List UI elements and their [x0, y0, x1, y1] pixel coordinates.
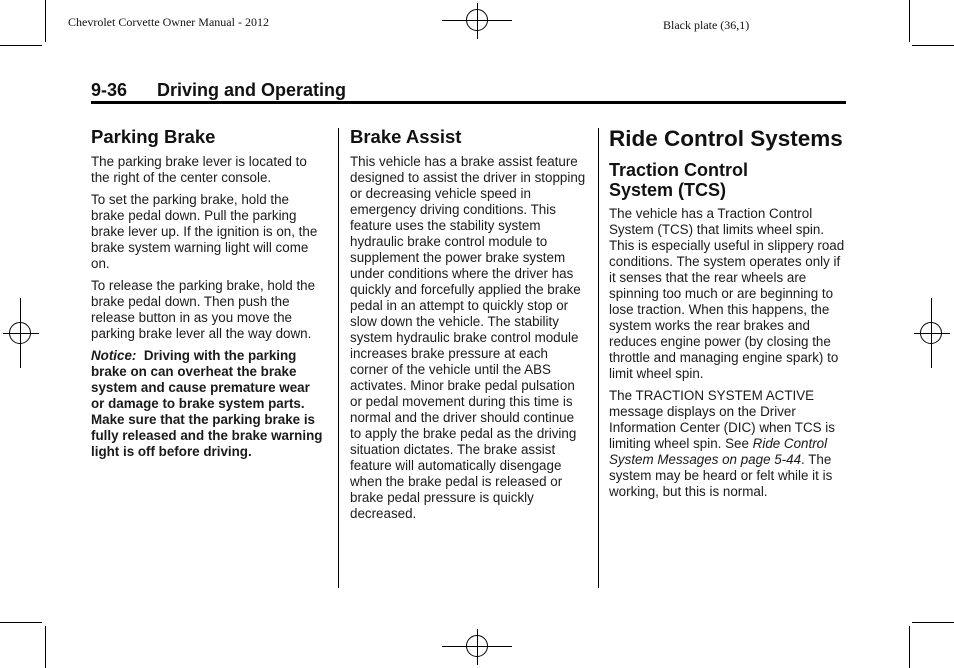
manual-title: Chevrolet Corvette Owner Manual - 2012 [68, 15, 269, 29]
tcs-heading: Traction Control System (TCS) [609, 160, 748, 200]
column-divider-2 [598, 128, 599, 588]
parking-brake-p2: To set the parking brake, hold the brake pedal down. Pull the parking brake lever up. If the ignition is on, the brake system warning light will come on. [91, 192, 318, 271]
section-title: Driving and Operating [157, 80, 347, 100]
registration-mark-right-circle [920, 322, 942, 344]
crop-mark-top-right-v [909, 0, 910, 42]
parking-brake-notice [91, 348, 323, 460]
column-ride-control [609, 126, 847, 506]
notice-text: Driving with the parking brake on can overheat the brake system and cause premature wear or damage to brake system parts. Make sure that the parking brake is fully released and the brake warning light is off before driving. [91, 348, 323, 459]
tcs-p2-end: . The system may be heard or felt while it is working, but this is normal. [609, 452, 833, 499]
crop-mark-bottom-left-v [45, 626, 46, 668]
crop-mark-top-left-h [0, 45, 42, 46]
ride-control-title: Ride Control Systems [609, 126, 843, 151]
tcs-cross-reference-link[interactable]: Ride Control System Messages on page 5-44 [609, 436, 828, 467]
parking-brake-p1: The parking brake lever is located to the right of the center console. [91, 154, 307, 185]
tcs-p2-start: The TRACTION SYSTEM ACTIVE message displays on the Driver Information Center (DIC) when TCS is limiting wheel spin. See [609, 388, 835, 451]
section-rule [91, 101, 846, 104]
crop-mark-bottom-right-h [912, 622, 954, 623]
registration-mark-bottom-circle [466, 635, 488, 657]
registration-mark-top-circle [466, 9, 488, 31]
crop-mark-bottom-right-v [909, 626, 910, 668]
crop-mark-top-right-h [912, 45, 954, 46]
notice-label: Notice: [91, 348, 137, 363]
brake-assist-heading: Brake Assist [350, 126, 462, 147]
column-parking-brake [91, 126, 323, 466]
parking-brake-heading: Parking Brake [91, 126, 216, 147]
plate-label: Black plate (36,1) [663, 18, 750, 32]
tcs-p2 [609, 388, 847, 500]
brake-assist-p1: This vehicle has a brake assist feature designed to assist the driver in stopping or decreasing vehicle speed in emergency driving conditions. This feature uses the stability system hydraulic brake control module to supplement the power brake system under conditions where the driver has quickly and forcefully applied the brake pedal in an attempt to quickly stop or slow down the vehicle. The stability system hydraulic brake control module increases brake pressure at each corner of the vehicle until the ABS activates. Minor brake pedal pulsation or pedal movement during this time is normal and the driver should continue to apply the brake pedal as the driving situation dictates. The brake assist feature will automatically disengage when the brake pedal is released or brake pedal pressure is quickly decreased. [350, 154, 586, 521]
page-number: 9-36 [91, 80, 128, 100]
crop-mark-bottom-left-h [0, 622, 42, 623]
registration-mark-left-circle [9, 322, 31, 344]
parking-brake-p3: To release the parking brake, hold the brake pedal down. Then push the release button in as you move the parking brake lever all the way down. [91, 278, 316, 341]
crop-mark-top-left-v [45, 0, 46, 42]
column-brake-assist [350, 126, 586, 528]
section-header [91, 80, 846, 101]
tcs-p1: The vehicle has a Traction Control System (TCS) that limits wheel spin. This is especially useful in slippery road conditions. The system operates only if it senses that the rear wheels are spinning too much or are beginning to lose traction. When this happens, the system works the rear brakes and reduces engine power (by closing the throttle and managing engine spark) to limit wheel spin. [609, 206, 845, 381]
column-divider-1 [338, 128, 339, 588]
